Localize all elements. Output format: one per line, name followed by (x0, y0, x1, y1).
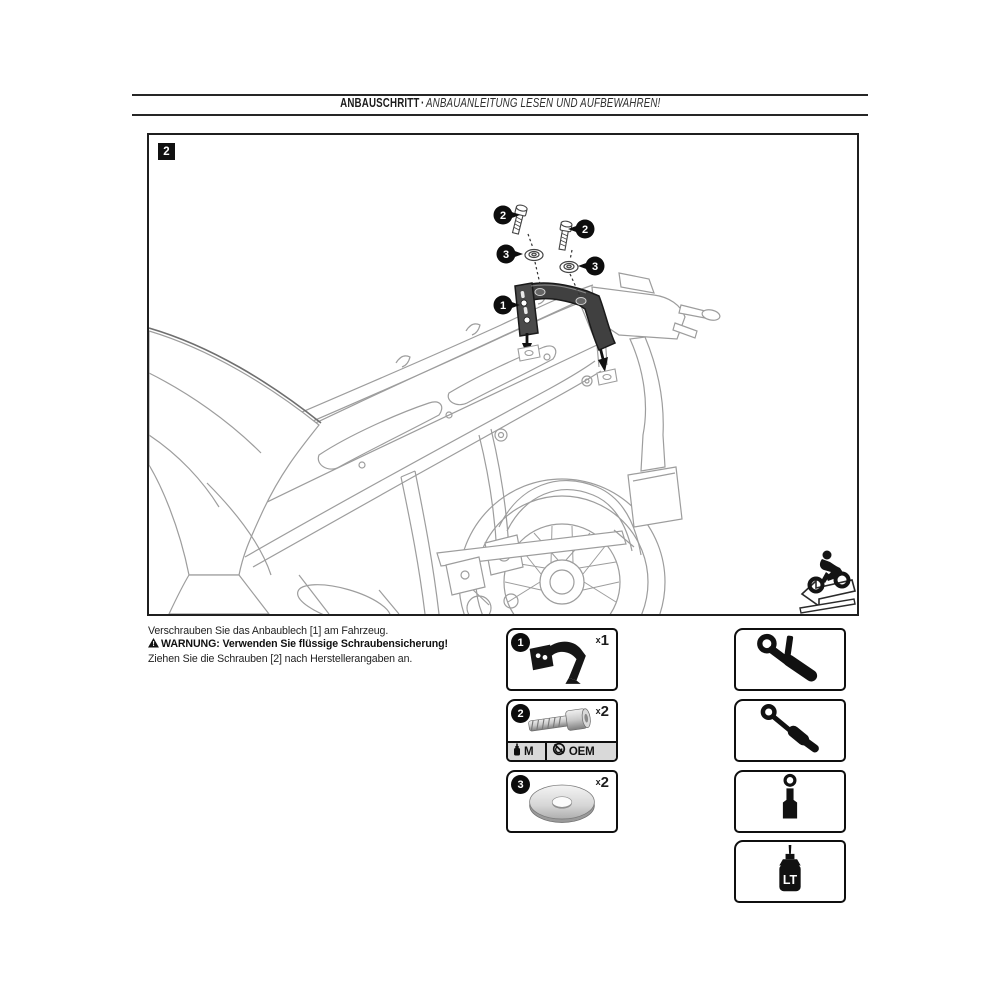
warning-label: WARNUNG: (161, 638, 220, 651)
tail-and-license-plate (592, 273, 721, 527)
ring-wrench-and-screwdriver-icon (742, 630, 838, 689)
riding-direction-icon (800, 551, 855, 614)
threadlocker-bottle-icon (742, 842, 838, 901)
svg-text:1: 1 (499, 300, 507, 312)
screw-right (557, 220, 573, 250)
svg-text:2: 2 (499, 210, 507, 222)
page-title (0, 96, 1000, 110)
installation-diagram (147, 133, 859, 616)
warning-triangle-icon (148, 638, 159, 652)
tool-box-wrench-screwdriver (734, 628, 846, 691)
spec-oem: OEM (547, 743, 616, 760)
callout-3-left (497, 245, 524, 264)
no-reuse-prohibition-icon (552, 742, 566, 760)
callout-2-right (568, 220, 595, 239)
part-quantity: x1 (595, 632, 609, 649)
svg-text:LT: LT (782, 873, 798, 888)
svg-text:3: 3 (502, 249, 510, 261)
spec-threadlocker: M (508, 743, 547, 760)
svg-text:2: 2 (581, 224, 589, 236)
washer-left (525, 250, 543, 261)
washer-right (560, 262, 578, 273)
warning-text: Verwenden Sie flüssige Schraubensicherung! (219, 638, 448, 651)
callout-3-right (578, 257, 605, 276)
torque-wrench-icon (742, 701, 838, 760)
socket-bit-icon (742, 772, 838, 831)
motorcycle-diagram-svg (149, 135, 857, 614)
part-number-badge: 3 (511, 775, 530, 794)
instruction-text (148, 625, 493, 666)
part-number-badge: 1 (511, 633, 530, 652)
step-number-badge: 2 (158, 143, 175, 160)
screw-spec-table (508, 741, 616, 760)
header-rule-bottom (132, 114, 868, 116)
part-box-washer (506, 770, 618, 833)
part-number-badge: 2 (511, 704, 530, 723)
title-bold: ANBAUSCHRITT (339, 96, 420, 110)
svg-text:3: 3 (591, 261, 599, 273)
screw-left (510, 204, 528, 235)
part-box-bracket (506, 628, 618, 691)
instruction-line-3: Ziehen Sie die Schrauben [2] nach Herstellerangaben an. (148, 652, 413, 665)
tool-box-socket (734, 770, 846, 833)
part-quantity: x2 (595, 703, 609, 720)
instruction-warning (148, 638, 493, 652)
title-separator: · (420, 96, 425, 110)
part-box-screw (506, 699, 618, 762)
part-quantity: x2 (595, 774, 609, 791)
tool-box-torque-wrench (734, 699, 846, 762)
threadlocker-bottle-icon (513, 743, 521, 761)
tool-box-threadlocker (734, 840, 846, 903)
instruction-line-1: Verschrauben Sie das Anbaublech [1] am Fahrzeug. (148, 625, 389, 637)
title-italic: ANBAUANLEITUNG LESEN UND AUFBEWAHREN! (425, 96, 661, 110)
svg-text:!: ! (152, 639, 155, 649)
